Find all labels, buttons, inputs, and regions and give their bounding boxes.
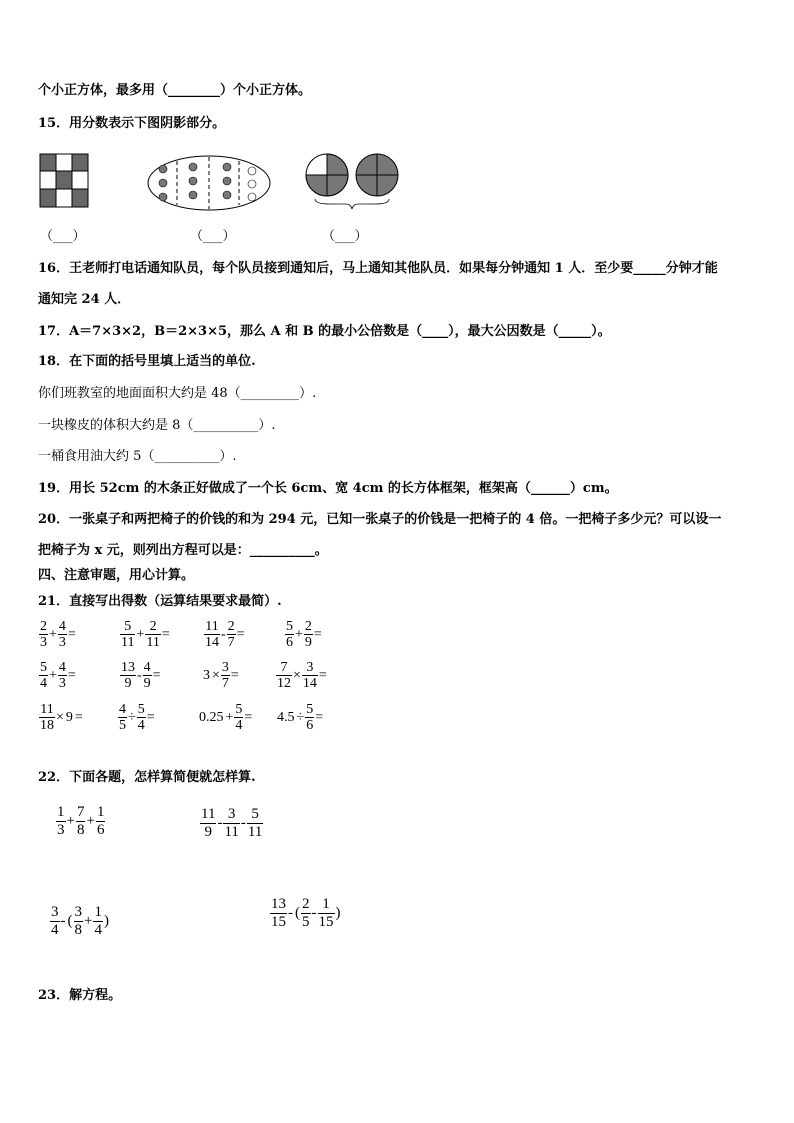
math-operator: = — [74, 709, 83, 725]
fraction — [305, 702, 314, 733]
math-operator: + — [86, 813, 95, 829]
math-operator: = — [152, 667, 161, 683]
denominator: 9 — [200, 823, 216, 841]
denominator: 11 — [247, 824, 263, 840]
denominator: 4 — [94, 922, 102, 938]
fraction — [76, 804, 86, 839]
math-operator: 3 — [203, 667, 210, 683]
q21-expr-1 — [39, 619, 77, 650]
denominator: 3 — [40, 635, 47, 650]
q18-item-3: 一桶食用油大约 5（__________）. — [38, 449, 237, 464]
denominator: 14 — [205, 635, 219, 650]
math-operator: ) — [103, 913, 109, 929]
math-operator: + — [84, 913, 93, 929]
fraction — [56, 804, 66, 839]
math-operator: = — [318, 667, 327, 683]
q21-expr-2 — [120, 619, 171, 650]
numerator: 4 — [119, 702, 126, 717]
denominator: 12 — [277, 676, 291, 691]
math-operator: ( — [67, 913, 73, 929]
denominator: 15 — [318, 914, 334, 930]
fraction — [137, 702, 146, 733]
math-operator: - — [240, 815, 246, 831]
q21-title: 21．直接写出得数（运算结果要求最简）. — [38, 594, 282, 609]
q22-expr-3 — [50, 904, 110, 939]
numerator: 3 — [227, 806, 236, 822]
q15-title: 15．用分数表示下图阴影部分。 — [38, 116, 226, 131]
fraction — [93, 904, 103, 939]
fraction — [39, 619, 48, 650]
denominator: 4 — [40, 676, 47, 691]
math-operator: = — [244, 709, 253, 725]
fraction — [39, 660, 48, 691]
numerator: 11 — [201, 806, 216, 822]
numerator: 1 — [94, 904, 102, 920]
denominator: 3 — [58, 676, 66, 691]
math-operator: ÷ — [296, 709, 305, 725]
fraction — [302, 660, 318, 691]
math-operator: = — [146, 709, 155, 725]
denominator: 4 — [235, 718, 243, 733]
math-operator: × — [212, 667, 220, 683]
math-operator: - — [137, 667, 142, 683]
circles-figure — [305, 153, 400, 211]
q17-text: 17．A＝7×3×2，B＝2×3×5，那么 A 和 B 的最小公倍数是（____），最大公因数是（_____）。 — [38, 324, 611, 339]
math-operator: + — [225, 709, 234, 725]
denominator: 3 — [57, 822, 65, 838]
denominator: 6 — [306, 718, 314, 733]
numerator: 3 — [51, 904, 59, 920]
denominator: 6 — [96, 822, 105, 838]
denominator: 11 — [146, 635, 160, 650]
denominator: 6 — [286, 635, 293, 650]
fraction — [74, 904, 84, 939]
fraction — [58, 660, 67, 691]
q21-expr-12 — [276, 702, 324, 733]
numerator: 5 — [286, 619, 293, 634]
math-operator: = — [313, 626, 322, 642]
numerator: 5 — [251, 806, 259, 822]
denominator: 9 — [120, 675, 136, 691]
checkerboard-figure — [40, 154, 90, 209]
math-operator: - — [221, 626, 226, 642]
fraction — [96, 804, 106, 839]
fraction — [50, 904, 60, 939]
oval-dots-figure — [147, 155, 272, 213]
denominator: 9 — [304, 635, 312, 650]
numerator: 2 — [149, 619, 157, 634]
fraction — [120, 660, 136, 691]
q21-expr-7 — [202, 660, 240, 691]
math-operator: - — [217, 815, 223, 831]
numerator: 5 — [235, 702, 243, 717]
q18-item-2: 一块橡皮的体积大约是 8（__________）. — [38, 418, 276, 433]
numerator: 11 — [205, 619, 219, 634]
q15-answer-1[interactable]: （___） — [40, 229, 86, 244]
q21-expr-4 — [285, 619, 323, 650]
math-operator: ( — [295, 905, 300, 921]
fraction — [227, 619, 236, 650]
math-operator: × — [293, 667, 301, 683]
math-operator: + — [136, 626, 145, 642]
denominator: 9 — [143, 676, 151, 691]
q20-line2: 把椅子为 x 元，则列出方程可以是：__________。 — [38, 543, 328, 558]
numerator: 13 — [271, 896, 286, 912]
math-operator: - — [288, 905, 293, 921]
math-operator: + — [66, 813, 75, 829]
q22-expr-4 — [270, 896, 342, 931]
denominator: 5 — [302, 914, 310, 930]
math-operator: - — [311, 905, 317, 921]
q18-item-1: 你们班教室的地面面积大约是 48（_________）. — [38, 386, 317, 401]
denominator: 4 — [51, 922, 59, 938]
fraction — [318, 896, 335, 931]
math-operator: 9 — [65, 709, 73, 725]
math-operator: = — [236, 626, 245, 642]
q22-title: 22．下面各题，怎样算简便就怎样算. — [38, 770, 256, 785]
fraction — [118, 702, 127, 733]
q21-expr-9 — [39, 702, 84, 733]
math-operator: + — [49, 667, 57, 683]
fraction — [270, 896, 287, 931]
fraction — [301, 896, 311, 931]
q22-expr-1 — [56, 804, 105, 839]
math-operator: ÷ — [128, 709, 136, 725]
fraction — [223, 806, 239, 841]
denominator: 11 — [224, 824, 239, 840]
math-operator: = — [161, 626, 170, 642]
denominator: 3 — [58, 635, 66, 650]
section-4-heading: 四、注意审题，用心计算。 — [38, 568, 195, 583]
q16-line1: 16．王老师打电话通知队员，每个队员接到通知后，马上通知其他队员．如果每分钟通知 1 人．至少要_____分钟才能 — [38, 261, 718, 276]
math-operator: + — [49, 626, 57, 642]
fraction — [58, 619, 67, 650]
denominator: 5 — [119, 718, 126, 733]
numerator: 2 — [304, 619, 312, 634]
denominator: 7 — [227, 635, 235, 650]
q19-text: 19．用长 52cm 的木条正好做成了一个长 6cm、宽 4cm 的长方体框架，框架高（______）cm。 — [38, 481, 618, 496]
numerator: 5 — [137, 702, 145, 717]
fraction — [204, 619, 220, 650]
numerator: 1 — [96, 804, 105, 820]
q15-answer-3[interactable]: （___） — [322, 229, 368, 244]
q18-title: 18．在下面的括号里填上适当的单位. — [38, 354, 256, 369]
q21-expr-3 — [204, 619, 246, 650]
numerator: 7 — [76, 804, 85, 820]
fraction — [143, 660, 152, 691]
math-operator: = — [67, 667, 76, 683]
numerator: 11 — [40, 702, 54, 717]
fraction — [285, 619, 294, 650]
math-operator: × — [56, 709, 64, 725]
numerator: 4 — [58, 619, 66, 634]
denominator: 8 — [76, 822, 85, 838]
fraction — [145, 619, 160, 650]
denominator: 14 — [302, 676, 317, 691]
q21-expr-6 — [120, 660, 162, 691]
math-operator: = — [67, 626, 76, 642]
denominator: 18 — [40, 718, 54, 733]
numerator: 4 — [143, 660, 151, 675]
math-operator: + — [295, 626, 303, 642]
q23-title: 23．解方程。 — [38, 988, 122, 1003]
fraction — [120, 619, 135, 650]
math-operator: 0.25 — [199, 709, 224, 725]
fraction — [39, 702, 55, 733]
math-operator: - — [60, 913, 66, 929]
numerator: 1 — [57, 804, 65, 820]
q21-expr-5 — [39, 660, 77, 691]
q21-expr-10 — [118, 702, 156, 733]
numerator: 7 — [280, 660, 288, 675]
denominator: 7 — [221, 676, 229, 691]
q15-answer-2[interactable]: （___） — [190, 229, 236, 244]
numerator: 3 — [306, 660, 314, 675]
numerator: 1 — [322, 896, 330, 912]
fraction — [276, 660, 292, 691]
numerator: 3 — [74, 904, 82, 920]
math-operator: ) — [335, 905, 341, 921]
fraction — [247, 806, 263, 841]
q21-expr-8 — [276, 660, 328, 691]
q22-expr-2 — [200, 806, 263, 841]
fraction — [304, 619, 313, 650]
q21-expr-11 — [198, 702, 253, 733]
math-operator: = — [315, 709, 324, 725]
numerator: 2 — [302, 896, 310, 912]
denominator: 4 — [137, 718, 145, 733]
numerator: 4 — [58, 660, 66, 675]
fraction — [200, 806, 216, 841]
numerator: 5 — [306, 702, 314, 717]
numerator: 5 — [124, 619, 132, 634]
math-operator: = — [230, 667, 239, 683]
denominator: 11 — [121, 635, 135, 650]
denominator: 15 — [271, 914, 286, 930]
fraction — [234, 702, 243, 733]
fraction — [221, 660, 230, 691]
numerator: 2 — [40, 619, 47, 634]
numerator: 5 — [40, 660, 47, 675]
numerator: 2 — [227, 619, 235, 634]
q20-line1: 20．一张桌子和两把椅子的价钱的和为 294 元，已知一张桌子的价钱是一把椅子的 4 倍。一把椅子多少元？可以设一 — [38, 512, 722, 527]
denominator: 8 — [74, 922, 82, 938]
q16-line2: 通知完 24 人． — [38, 292, 131, 307]
q14-tail: 个小正方体，最多用（________）个小正方体。 — [38, 83, 312, 98]
math-operator: 4.5 — [277, 709, 295, 725]
numerator: 3 — [221, 660, 229, 675]
numerator: 13 — [121, 660, 135, 675]
